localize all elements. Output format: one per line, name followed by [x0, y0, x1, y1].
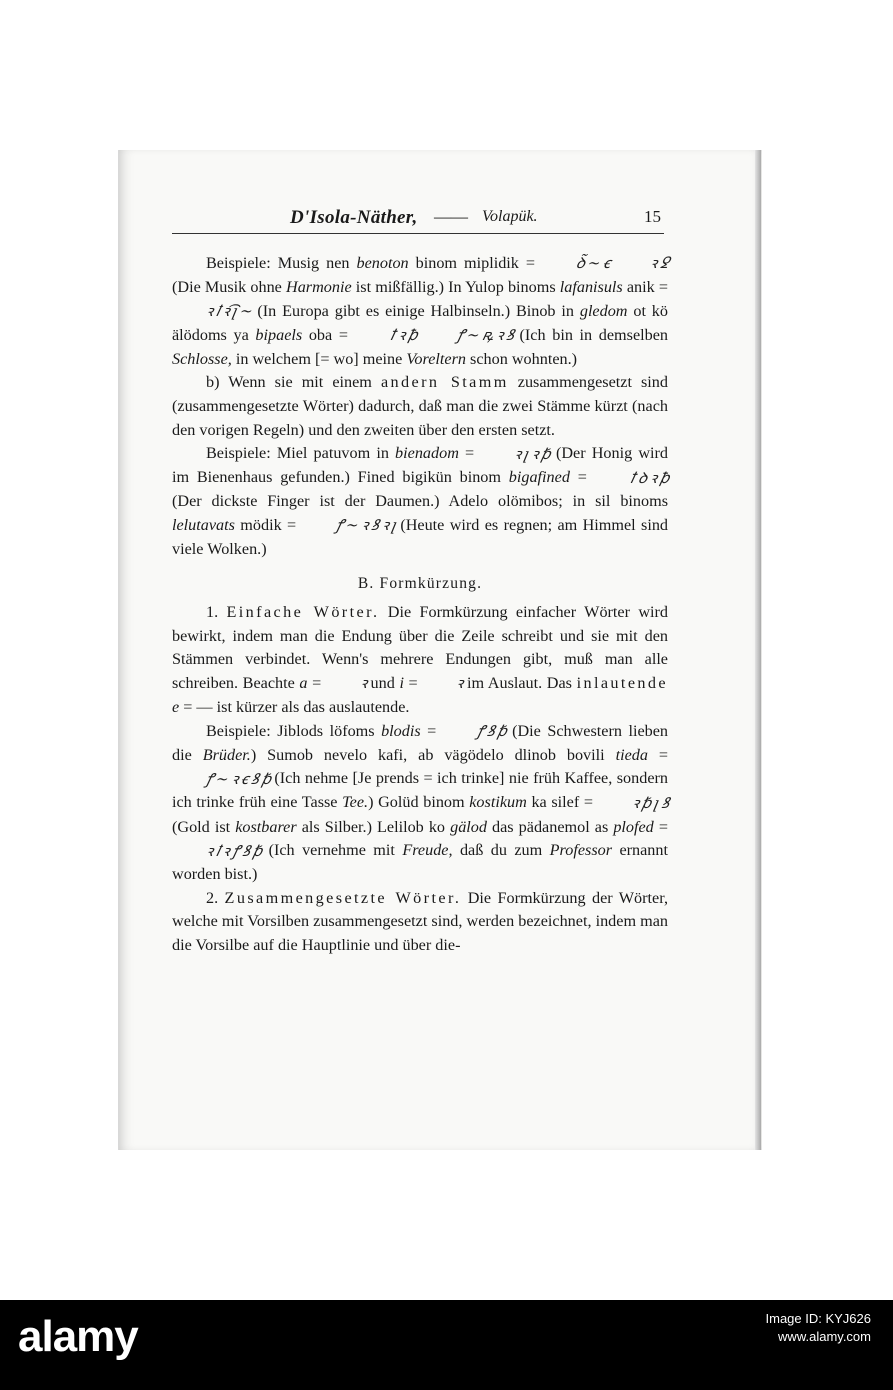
text-run: (Gold ist: [172, 817, 236, 836]
text-run: mödik =: [234, 515, 302, 534]
italic-term: kostbarer: [235, 817, 297, 836]
section-heading: [172, 572, 668, 596]
text-run: ot kö älödoms ya: [172, 301, 668, 344]
header-author: D'Isola-Näther,: [290, 207, 418, 228]
text-run: Beispiele: Miel patuvom in: [206, 444, 396, 463]
text-run: (Die Schwestern lieben die: [172, 721, 668, 764]
page-body-text: [172, 252, 671, 958]
text-run: =: [647, 745, 669, 764]
header-title: Volapük.: [482, 208, 538, 225]
italic-term: Schlosse,: [172, 349, 232, 368]
paragraph: [172, 371, 668, 442]
italic-term: Freude,: [402, 841, 453, 860]
shorthand-glyph: ꝭ ~ ꝛ ꞓ ꝸ ꝥ: [204, 769, 273, 788]
paragraph: [172, 720, 671, 887]
text-run: =: [307, 674, 326, 692]
spaced-emphasis: inlautende: [576, 674, 668, 692]
text-run: =: [653, 817, 668, 836]
text-run: (Der Honig wird im Bienenhaus gefunden.) Fined bigikün binom: [172, 444, 668, 487]
shorthand-glyph: ꝛ ꞁ ꝛ ꝥ: [512, 444, 552, 463]
italic-term: Professor: [549, 841, 613, 860]
italic-term: Brüder.: [202, 745, 251, 764]
header-dash: ——: [434, 207, 468, 226]
paragraph: [172, 887, 668, 958]
stock-url: www.alamy.com: [778, 1329, 871, 1344]
paragraph: [172, 601, 668, 719]
text-run: Die Formkürzung einfacher Wörter wird bewirkt, indem man die Endung über die Zeile schreibt und sie mit den Stämmen verbindet. Wenn's mehrere Endungen gibt, muß man alle schreiben. Beachte: [172, 603, 669, 692]
text-run: 2.: [206, 888, 225, 907]
spaced-emphasis: Einfache Wörter.: [226, 603, 380, 622]
text-run: B. Formkürzung.: [357, 574, 483, 592]
shorthand-glyph: ꝭ ~ ꝶ ꝛ ꝸ: [455, 326, 515, 345]
text-run: (In Europa gibt es einige Halbinseln.) Binob in: [251, 301, 580, 320]
text-run: Beispiele: Musig nen: [206, 254, 357, 272]
italic-term: Harmonie: [286, 278, 352, 297]
text-run: b) Wenn sie mit einem: [206, 373, 381, 392]
text-run: (Der dickste Finger ist der Daumen.) Adelo olömibos; in sil binoms: [172, 492, 668, 511]
italic-term: benoton: [356, 254, 409, 272]
text-run: =: [403, 674, 423, 692]
text-run: ernannt worden bist.): [172, 841, 668, 884]
text-run: (Heute wird es regnen; am Himmel sind viele Wolken.): [172, 515, 669, 559]
italic-term: Voreltern: [406, 349, 466, 368]
paragraph: [172, 442, 671, 561]
text-run: schon wohnten.): [466, 349, 578, 368]
stock-info: [766, 1310, 872, 1346]
italic-term: a: [299, 674, 308, 692]
spaced-emphasis: andern Stamm: [380, 373, 509, 392]
text-run: zusammengesetzt sind (zusammengesetzte Wörter) dadurch, daß man die zwei Stämme kürzt (nach den vorigen Regeln) und den zweiten über den ersten setzt.: [172, 373, 668, 439]
italic-term: lelutavats: [172, 515, 235, 534]
text-run: als Silber.) Lelilob ko: [296, 817, 451, 836]
italic-term: lafanisuls: [559, 278, 623, 297]
text-run: und: [365, 674, 400, 692]
text-run: Die Formkürzung der Wörter, welche mit Vorsilben zusammengesetzt sind, werden bezeichnet, indem man die Vorsilbe auf die Hauptlinie und über die-: [172, 888, 668, 954]
text-run: ist mißfällig.) In Yulop binoms: [351, 278, 560, 297]
shorthand-glyph: ꝉ ꝛ ꝥ: [386, 326, 419, 345]
text-run: im Auslaut. Das: [462, 674, 577, 692]
text-run: ka silef =: [526, 793, 598, 812]
italic-term: bipaels: [255, 325, 303, 344]
text-run: (Die Musik ohne: [172, 278, 287, 297]
page-number: 15: [644, 207, 661, 226]
shorthand-glyph: ꝺ̃ ~ ꞓ: [574, 254, 612, 273]
text-run: (Ich bin in demselben: [512, 325, 669, 344]
text-run: = — ist kürzer als das auslautende.: [179, 698, 410, 717]
italic-term: plofed: [613, 817, 654, 836]
italic-term: blodis: [381, 721, 421, 740]
spaced-emphasis: Zusammengesetzte Wörter.: [224, 888, 462, 907]
text-run: anik =: [622, 278, 668, 297]
text-run: =: [458, 444, 481, 463]
text-run: binom miplidik =: [408, 254, 543, 272]
text-run: ) Sumob nevelo kafi, ab vägödelo dlinob bovili: [250, 745, 616, 764]
text-run: =: [420, 721, 443, 740]
italic-term: bienadom: [395, 444, 459, 463]
text-run: =: [569, 468, 595, 487]
italic-term: bigafined: [508, 468, 570, 487]
text-run: Beispiele: Jiblods löfoms: [206, 721, 382, 740]
running-header: [172, 203, 664, 234]
text-run: (Ich nehme [Je prends = ich trinke] nie früh Kaffee, sondern ich trinke früh eine Tasse: [172, 769, 668, 812]
text-run: 1.: [206, 603, 227, 622]
italic-term: Tee.: [342, 793, 369, 812]
text-run: daß du zum: [452, 841, 550, 860]
italic-term: kostikum: [469, 793, 527, 812]
text-run: oba =: [302, 325, 355, 344]
italic-term: i: [399, 674, 404, 692]
image-id-label: Image ID: KYJ626: [765, 1311, 871, 1326]
italic-term: e: [172, 698, 180, 717]
shorthand-glyph: ꝛ ꝿ: [648, 254, 671, 273]
shorthand-glyph: ꝛ ꝉ ꝛ͡ ꞁ ~: [204, 302, 254, 321]
alamy-logo: alamy: [18, 1312, 138, 1361]
shorthand-glyph: ꝛ: [358, 674, 369, 693]
paragraph: [172, 252, 671, 371]
shorthand-glyph: ꝭ ꝸ ꝥ: [475, 722, 508, 741]
shorthand-glyph: ꝛ ꝥ ꞁ ꝸ: [629, 793, 671, 812]
italic-term: gledom: [579, 301, 628, 320]
page-edge-shadow: [755, 150, 761, 1150]
text-run: ) Golüd binom: [368, 793, 470, 812]
shorthand-glyph: ꝉ ꝺ ꝛ ꝥ: [626, 468, 671, 487]
text-run: das pädanemol as: [486, 817, 614, 836]
text-run: in welchem [= wo] meine: [231, 349, 407, 368]
text-run: (Ich vernehme mit: [261, 841, 403, 860]
shorthand-glyph: ꝭ ~ ꝛ ꝸ ꝛ ꞁ: [333, 516, 398, 535]
italic-term: tieda: [615, 745, 648, 764]
italic-term: gälod: [450, 817, 487, 836]
shorthand-glyph: ꝛ ꝉ ꝛ ꝭ ꝸ ꝥ: [204, 841, 264, 860]
shorthand-glyph: ꝛ: [454, 674, 465, 693]
